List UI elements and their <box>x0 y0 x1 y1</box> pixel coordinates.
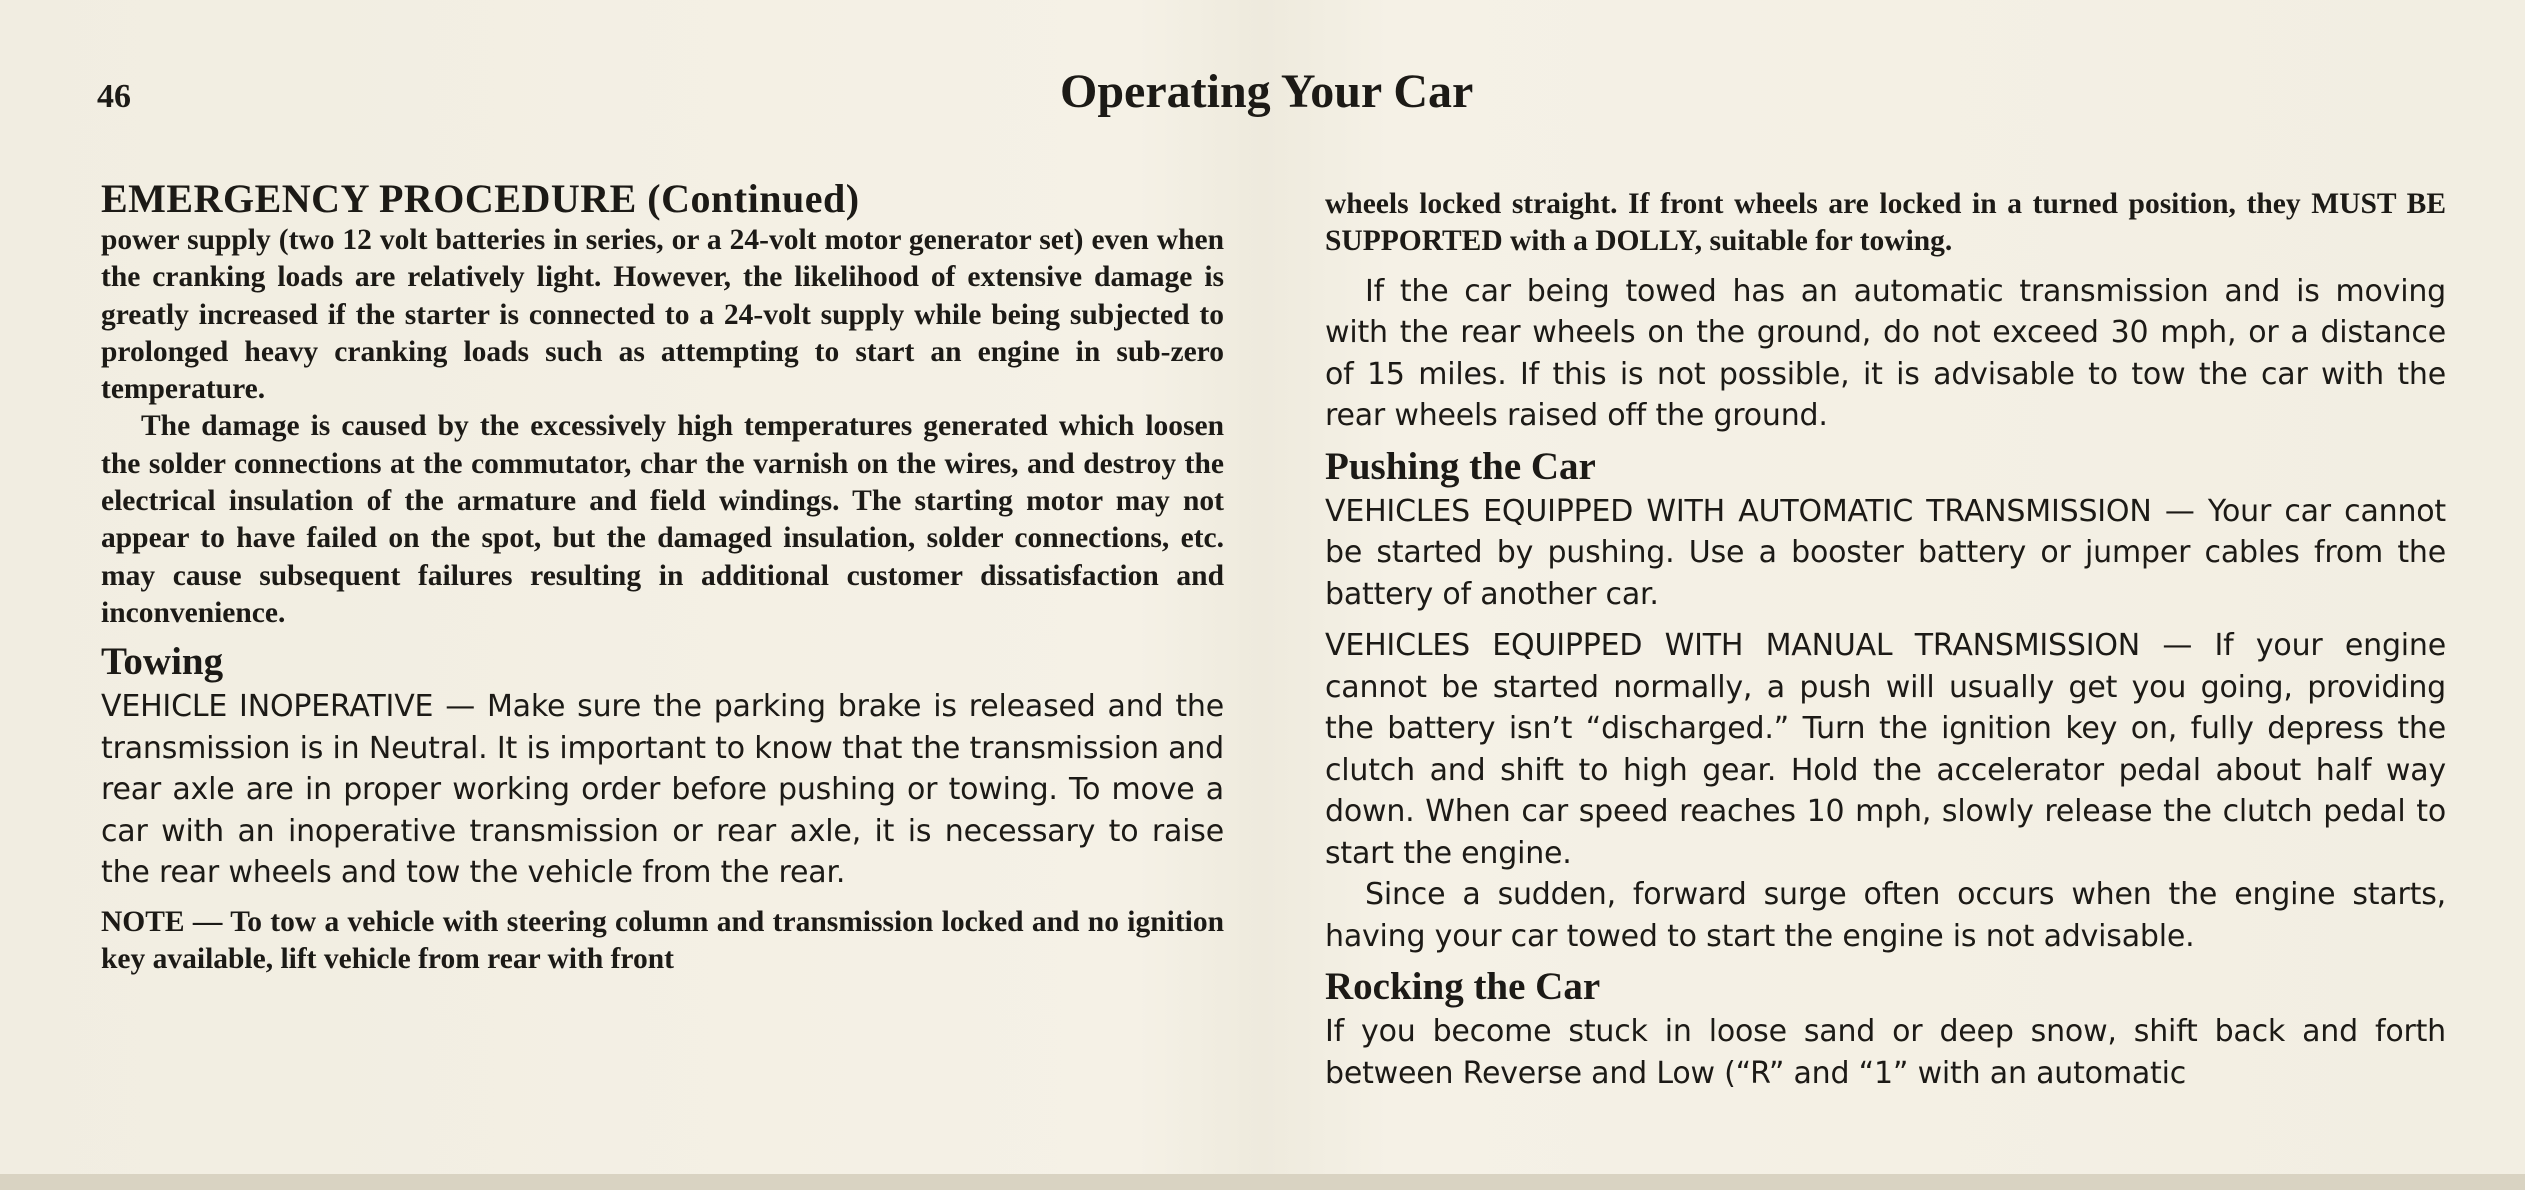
towing-paragraph-2: If the car being towed has an automatic transmission and is moving with the rear wheels on the ground, do not exceed 30 mph, or a distance of 15 miles. If this is not possible, it is advisable to tow the car with the rear wheels raised off the ground. <box>1325 273 2446 434</box>
towing-note: NOTE — To tow a vehicle with steering column and transmission locked and no ignition key available, lift vehicle from rear with front <box>101 905 1224 976</box>
left-column <box>101 176 1224 978</box>
towing-paragraph-1: VEHICLE INOPERATIVE — Make sure the parking brake is released and the transmission is in Neutral. It is important to know that the transmission and rear axle are in proper working order before pushing or towing. To move a car with an inoperative transmission or rear axle, it is necessary to raise the rear wheels and tow the vehicle from the rear. <box>101 689 1224 891</box>
page-bottom-edge <box>0 1174 2525 1190</box>
emergency-paragraph-1: power supply (two 12 volt batteries in series, or a 24-volt motor generator set) even when the cranking loads are relatively light. However, the likelihood of extensive damage is greatly increased if the starter is connected to a 24-volt supply while being subjected to prolonged heavy cranking loads such as attempting to start an engine in sub-zero temperature. <box>101 224 1224 406</box>
pushing-heading: Pushing the Car <box>1325 444 1596 488</box>
towing-heading: Towing <box>101 640 224 684</box>
rocking-heading: Rocking the Car <box>1325 965 1601 1009</box>
pushing-surge-paragraph: Since a sudden, forward surge often occurs when the engine starts, having your car towed to start the engine is not advisable. <box>1325 877 2446 954</box>
page-number: 46 <box>97 78 131 115</box>
pushing-automatic-paragraph: VEHICLES EQUIPPED WITH AUTOMATIC TRANSMISSION — Your car cannot be started by pushing. Use a booster battery or jumper cables from the battery of another car. <box>1325 493 2446 612</box>
rocking-paragraph: If you become stuck in loose sand or deep snow, shift back and forth between Reverse and Low (“R” and “1” with an automatic <box>1325 1014 2446 1091</box>
pushing-manual-paragraph: VEHICLES EQUIPPED WITH MANUAL TRANSMISSION — If your engine cannot be started normally, a push will usually get you going, providing the battery isn’t “discharged.” Turn the ignition key on, fully depress the clutch and shift to high gear. Hold the accelerator pedal about half way down. When car speed reaches 10 mph, slowly release the clutch pedal to start the engine. <box>1325 628 2446 871</box>
emergency-paragraph-2: The damage is caused by the excessively high temperatures generated which loosen the solder connections at the commutator, char the varnish on the wires, and destroy the electrical insulation of the armature and field windings. The starting motor may not appear to have failed on the spot, but the damaged insulation, solder connections, etc. may cause subsequent failures resulting in additional customer dissatisfaction and inconvenience. <box>101 410 1224 629</box>
towing-note-continued: wheels locked straight. If front wheels are locked in a turned position, they MUST BE SUPPORTED with a DOLLY, suitable for towing. <box>1325 188 2446 258</box>
right-column <box>1325 186 2446 1094</box>
emergency-procedure-heading: EMERGENCY PROCEDURE (Continued) <box>101 176 860 221</box>
running-head: Operating Your Car <box>1060 65 1474 118</box>
